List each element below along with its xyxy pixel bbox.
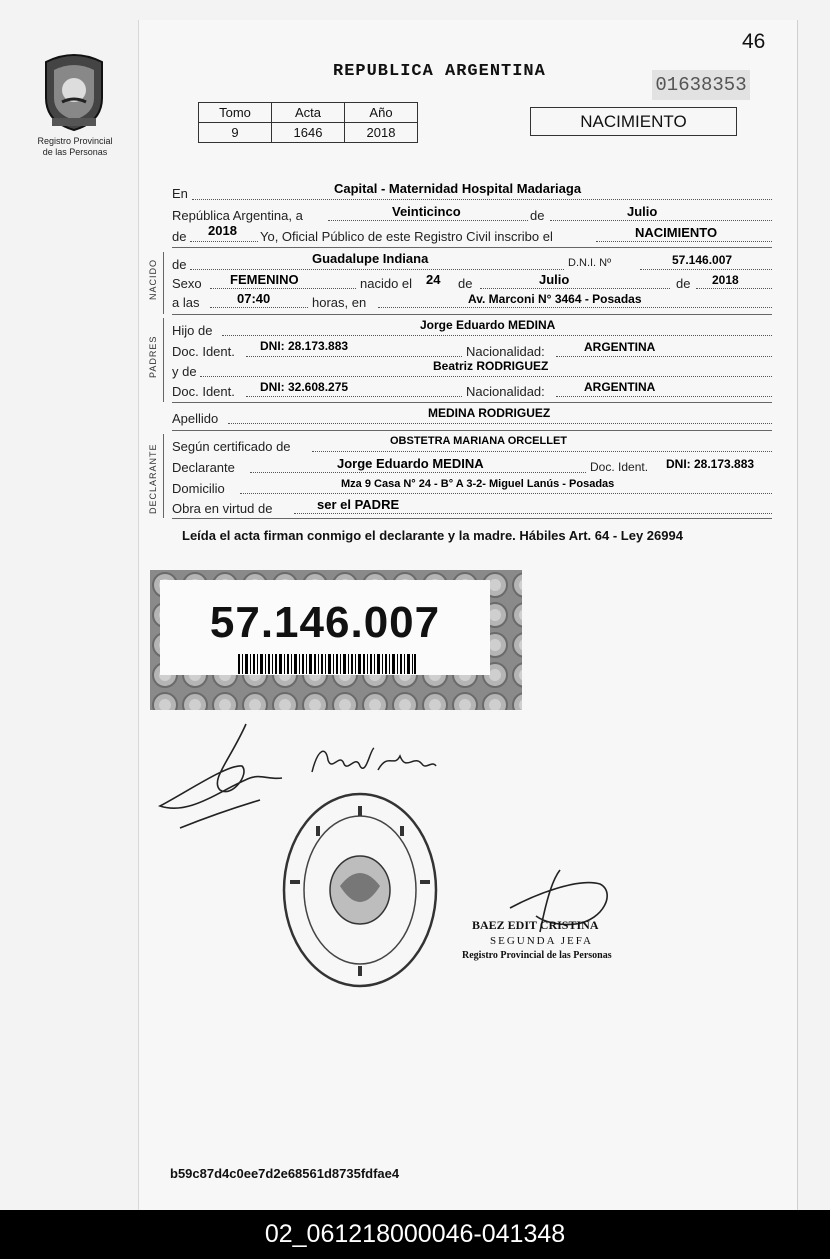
record-value-acta: 1646 (272, 123, 345, 143)
father-nationality: ARGENTINA (584, 340, 656, 354)
certificate-issuer: OBSTETRA MARIANA ORCELLET (390, 435, 568, 447)
document-hash: b59c87d4c0ee7d2e68561d8735fdfae4 (170, 1166, 400, 1181)
official-title: SEGUNDA JEFA (490, 935, 593, 947)
section-divider (172, 402, 772, 403)
birth-month: Julio (539, 272, 570, 287)
declarante-label: Declarante (172, 460, 235, 475)
de-label: de (676, 276, 691, 291)
dotted-line (294, 513, 772, 514)
yde-label: y de (172, 364, 197, 379)
domicilio-label: Domicilio (172, 481, 225, 496)
certificado-label: Según certificado de (172, 439, 291, 454)
section-bar (163, 318, 164, 402)
nacionalidad-label: Nacionalidad: (466, 384, 545, 399)
mother-name: Beatriz RODRIGUEZ (433, 359, 549, 373)
dotted-line (246, 396, 462, 397)
section-divider (172, 518, 772, 519)
mother-doc: DNI: 32.608.275 (260, 380, 349, 394)
de-label: de (172, 229, 187, 244)
province-coat-of-arms-icon (38, 52, 110, 132)
dotted-line (222, 335, 772, 336)
birth-time: 07:40 (237, 291, 271, 306)
dotted-line (696, 288, 772, 289)
section-divider (172, 430, 772, 431)
record-type-box: NACIMIENTO (530, 107, 737, 136)
birth-location: Av. Marconi N° 3464 - Posadas (468, 292, 642, 306)
dotted-line (192, 199, 772, 200)
page-number: 46 (742, 30, 766, 53)
act-type: NACIMIENTO (635, 225, 718, 240)
document-title: REPUBLICA ARGENTINA (333, 62, 546, 81)
record-header-acta: Acta (272, 103, 345, 123)
section-bar (163, 434, 164, 518)
dotted-line (556, 356, 772, 357)
official-office: Registro Provincial de las Personas (462, 950, 612, 961)
dotted-line (228, 423, 772, 424)
republica-label: República Argentina, a (172, 208, 303, 223)
act-day-words: Veinticinco (392, 204, 461, 219)
child-surname: MEDINA RODRIGUEZ (428, 406, 551, 420)
officer-text: Yo, Oficial Público de este Registro Civil inscribo el (260, 229, 553, 244)
record-value-anio: 2018 (345, 123, 418, 143)
nacido-section-label: NACIDO (148, 258, 158, 300)
dni-sticker (150, 570, 522, 710)
declarant-signature-icon (150, 720, 290, 835)
child-dni: 57.146.007 (672, 253, 733, 267)
barcode-icon (238, 654, 416, 674)
sexo-label: Sexo (172, 276, 202, 291)
section-divider (172, 247, 772, 248)
birth-day: 24 (426, 272, 441, 287)
de-label: de (458, 276, 473, 291)
horas-label: horas, en (312, 295, 367, 310)
child-sex: FEMENINO (230, 272, 299, 287)
father-name: Jorge Eduardo MEDINA (420, 318, 556, 332)
dotted-line (190, 241, 258, 242)
hijo-label: Hijo de (172, 323, 213, 338)
obra-label: Obra en virtud de (172, 501, 273, 516)
dotted-line (210, 288, 356, 289)
dotted-line (312, 451, 772, 452)
en-label: En (172, 186, 188, 201)
act-place: Capital - Maternidad Hospital Madariaga (334, 181, 582, 196)
de-label: de (530, 208, 545, 223)
dotted-line (480, 288, 670, 289)
dotted-line (246, 356, 462, 357)
declarant-capacity: ser el PADRE (317, 497, 400, 512)
de-label: de (172, 257, 187, 272)
act-year: 2018 (208, 223, 237, 238)
dotted-line (550, 220, 772, 221)
act-month: Julio (627, 204, 658, 219)
doc-label: Doc. Ident. (172, 384, 235, 399)
dotted-line (210, 307, 308, 308)
record-value-tomo: 9 (199, 123, 272, 143)
dotted-line (640, 269, 772, 270)
serial-number: 01638353 (652, 70, 750, 100)
registry-caption-line1: Registro Provincial (37, 136, 113, 146)
birth-year: 2018 (712, 273, 739, 287)
doc-label: Doc. Ident. (172, 344, 235, 359)
record-table (198, 102, 418, 143)
footer-id-bar: 02_061218000046-041348 (0, 1210, 830, 1259)
section-bar (163, 252, 164, 314)
padres-section-label: PADRES (148, 335, 158, 378)
dotted-line (240, 493, 772, 494)
doc-label: Doc. Ident. (590, 460, 649, 474)
dotted-line (378, 307, 772, 308)
dotted-line (200, 376, 772, 377)
official-seal-icon (280, 790, 440, 990)
registry-caption-line2: de las Personas (42, 147, 108, 157)
dni-label: D.N.I. Nº (568, 257, 612, 269)
declarant-address: Mza 9 Casa N° 24 - B° A 3-2- Miguel Lanús - Posadas (341, 478, 615, 490)
dni-sticker-number: 57.146.007 (209, 598, 441, 647)
dotted-line (250, 472, 586, 473)
declarant-doc: DNI: 28.173.883 (666, 457, 755, 471)
child-name: Guadalupe Indiana (312, 251, 429, 266)
dotted-line (190, 269, 564, 270)
apellido-label: Apellido (172, 411, 219, 426)
official-name: BAEZ EDIT CRISTINA (472, 918, 599, 932)
dotted-line (328, 220, 528, 221)
nacido-label: nacido el (360, 276, 413, 291)
declarante-section-label: DECLARANTE (148, 443, 158, 514)
record-header-tomo: Tomo (199, 103, 272, 123)
dni-sticker-label (160, 580, 490, 675)
dotted-line (596, 241, 772, 242)
closing-text: Leída el acta firman conmigo el declarante y la madre. Hábiles Art. 64 - Ley 26994 (182, 528, 683, 543)
record-header-anio: Año (345, 103, 418, 123)
father-doc: DNI: 28.173.883 (260, 339, 349, 353)
mother-nationality: ARGENTINA (584, 380, 656, 394)
mother-signature-icon (308, 742, 440, 782)
alas-label: a las (172, 295, 200, 310)
declarant-name: Jorge Eduardo MEDINA (337, 456, 484, 471)
section-divider (172, 314, 772, 315)
dotted-line (556, 396, 772, 397)
registry-caption (22, 136, 128, 158)
nacionalidad-label: Nacionalidad: (466, 344, 545, 359)
